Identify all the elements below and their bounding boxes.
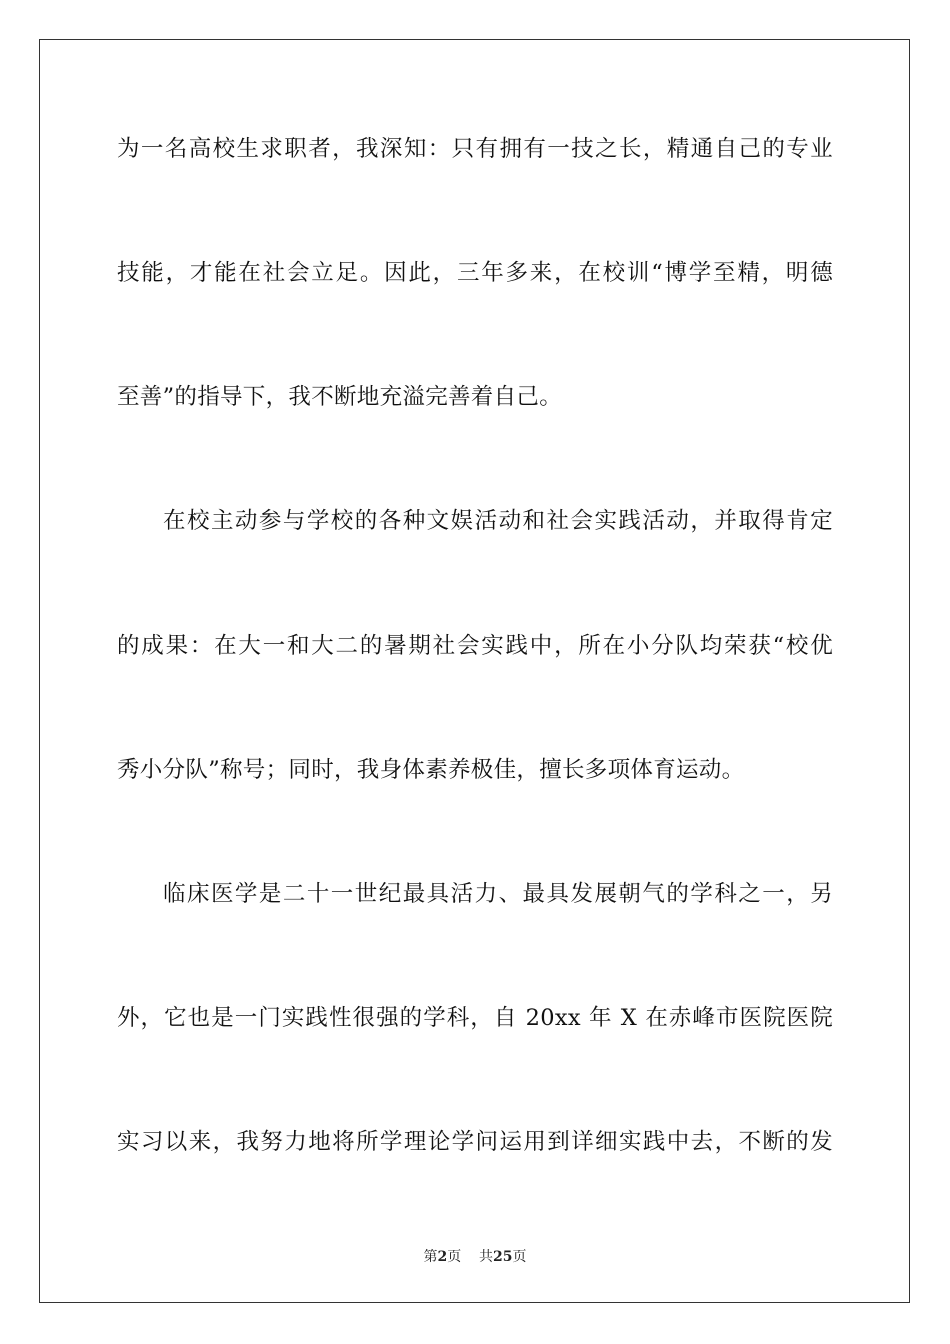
total-suffix: 页: [512, 1249, 527, 1265]
text-line-8: 外，它也是一门实践性很强的学科，自 20xx 年 X 在赤峰市医院医院: [117, 1005, 833, 1031]
text-line-2: 技能，才能在社会立足。因此，三年多来，在校训“博学至精，明德: [117, 260, 833, 286]
page-number: 2: [437, 1249, 448, 1265]
page-suffix: 页: [447, 1249, 462, 1265]
text-line-5: 的成果：在大一和大二的暑期社会实践中，所在小分队均荣获“校优: [117, 633, 833, 659]
total-prefix: 共: [479, 1249, 494, 1265]
text-line-9: 实习以来，我努力地将所学理论学问运用到详细实践中去，不断的发: [117, 1129, 833, 1155]
total-pages: 25: [493, 1249, 513, 1265]
text-line-4: 在校主动参与学校的各种文娱活动和社会实践活动，并取得肯定: [163, 508, 833, 534]
page-prefix: 第: [423, 1249, 438, 1265]
text-line-7: 临床医学是二十一世纪最具活力、最具发展朝气的学科之一，另: [163, 881, 833, 907]
page-border: [39, 39, 910, 1303]
page-footer: [0, 1248, 950, 1266]
text-line-6: 秀小分队”称号；同时，我身体素养极佳，擅长多项体育运动。: [117, 757, 745, 783]
text-line-1: 为一名高校生求职者，我深知：只有拥有一技之长，精通自己的专业: [117, 136, 833, 162]
text-line-3: 至善”的指导下，我不断地充溢完善着自己。: [117, 384, 563, 410]
